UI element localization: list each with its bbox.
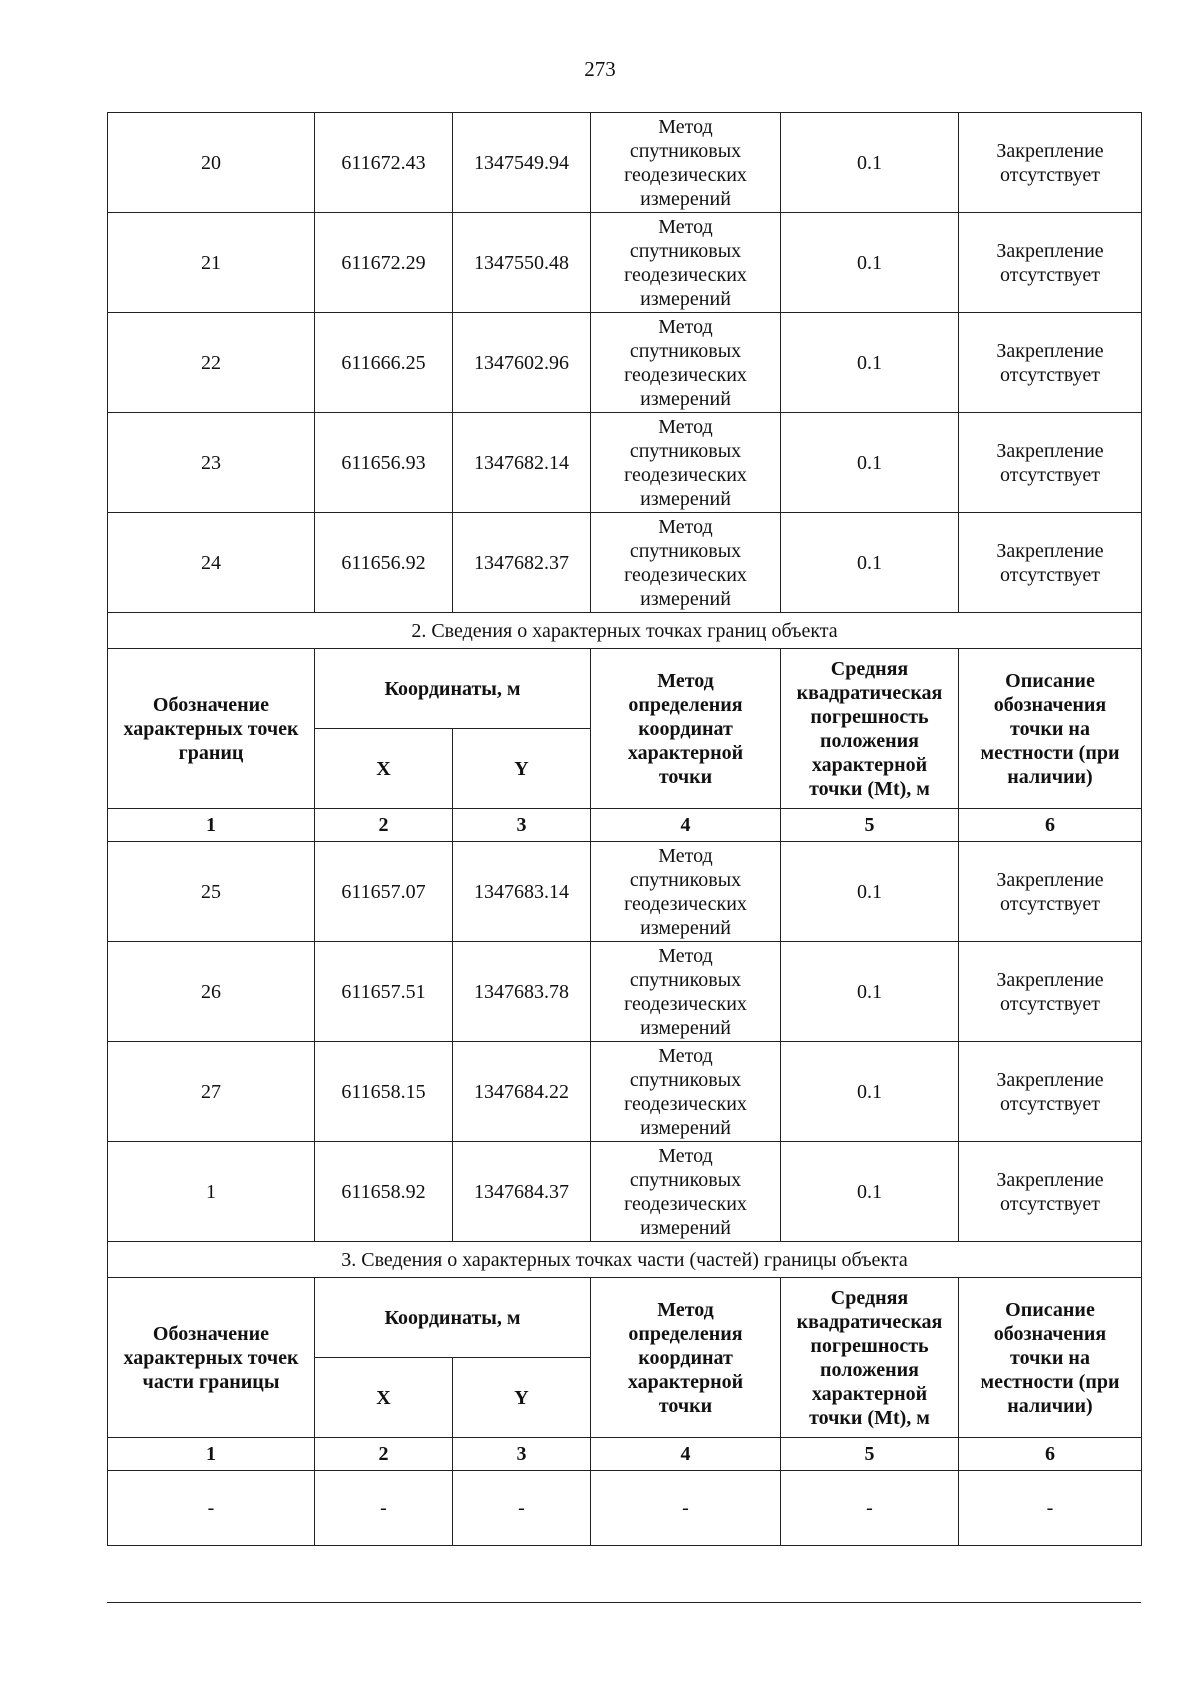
y-coordinate-cell: 1347682.14 xyxy=(453,413,591,513)
section-title-row xyxy=(108,1242,1142,1278)
point-number-cell: 25 xyxy=(108,842,315,942)
error-cell: 0.1 xyxy=(781,842,959,942)
x-coordinate-cell: 611657.51 xyxy=(315,942,453,1042)
cell-line: Метод xyxy=(657,669,714,692)
point-number-cell: 1 xyxy=(108,1142,315,1242)
cell-line: Метод xyxy=(658,215,713,238)
x-coordinate-cell: 611657.07 xyxy=(315,842,453,942)
cell-line: обозначения xyxy=(993,1322,1107,1345)
method-cell xyxy=(591,413,781,513)
designation-header xyxy=(108,1278,315,1438)
y-header: Y xyxy=(453,1358,591,1438)
fixing-cell xyxy=(959,942,1142,1042)
cell-line: спутниковых xyxy=(629,1068,742,1091)
cell-line: геодезических xyxy=(624,563,747,586)
cell-line: отсутствует xyxy=(999,363,1101,386)
table-row xyxy=(108,413,1142,513)
cell-line: измерений xyxy=(640,1216,731,1239)
table-row xyxy=(108,513,1142,613)
cell-line: Закрепление xyxy=(996,539,1104,562)
column-number: 2 xyxy=(315,809,453,842)
x-header: X xyxy=(315,729,453,809)
cell-line: спутниковых xyxy=(629,139,742,162)
cell-line: отсутствует xyxy=(999,163,1101,186)
cell-line: Обозначение xyxy=(152,693,270,716)
x-coordinate-cell: 611656.93 xyxy=(315,413,453,513)
method-cell xyxy=(591,313,781,413)
cell-line: Описание xyxy=(1005,669,1095,692)
cell-line: точки xyxy=(658,765,713,788)
cell-line: наличии) xyxy=(1007,765,1093,788)
cell-line: Метод xyxy=(658,944,713,967)
cell-line: отсутствует xyxy=(999,563,1101,586)
cell-line: Закрепление xyxy=(996,239,1104,262)
fixing-cell xyxy=(959,1142,1142,1242)
table-row xyxy=(108,1142,1142,1242)
cell-line: отсутствует xyxy=(999,1092,1101,1115)
cell-line: геодезических xyxy=(624,163,747,186)
y-header: Y xyxy=(453,729,591,809)
method-cell xyxy=(591,513,781,613)
cell-line: Описание xyxy=(1005,1298,1095,1321)
cell-line: границ xyxy=(178,741,244,764)
column-numbers-row xyxy=(108,1438,1142,1471)
empty-cell: - xyxy=(591,1471,781,1546)
cell-line: обозначения xyxy=(993,693,1107,716)
column-number: 5 xyxy=(781,809,959,842)
cell-line: геодезических xyxy=(624,463,747,486)
fixing-cell xyxy=(959,1042,1142,1142)
header-row xyxy=(108,649,1142,729)
y-coordinate-cell: 1347549.94 xyxy=(453,113,591,213)
cell-line: определения xyxy=(628,693,743,716)
error-cell: 0.1 xyxy=(781,1042,959,1142)
cell-line: отсутствует xyxy=(999,463,1101,486)
section-title-row xyxy=(108,613,1142,649)
empty-cell: - xyxy=(315,1471,453,1546)
cell-line: характерной xyxy=(627,1370,744,1393)
cell-line: геодезических xyxy=(624,992,747,1015)
y-coordinate-cell: 1347683.78 xyxy=(453,942,591,1042)
point-number-cell: 24 xyxy=(108,513,315,613)
x-coordinate-cell: 611672.29 xyxy=(315,213,453,313)
cell-line: Метод xyxy=(657,1298,714,1321)
cell-line: Средняя xyxy=(830,657,909,680)
cell-line: спутниковых xyxy=(629,539,742,562)
method-cell xyxy=(591,1142,781,1242)
point-number-cell: 26 xyxy=(108,942,315,1042)
cell-line: Метод xyxy=(658,515,713,538)
page-number: 273 xyxy=(584,57,616,81)
fixing-cell xyxy=(959,213,1142,313)
fixing-cell xyxy=(959,413,1142,513)
cell-line: точки (Mt), м xyxy=(809,777,930,800)
cell-line: Закрепление xyxy=(996,139,1104,162)
cell-line: погрешность xyxy=(810,705,929,728)
table-row xyxy=(108,842,1142,942)
point-number-cell: 21 xyxy=(108,213,315,313)
cell-line: квадратическая xyxy=(796,681,943,704)
x-header: X xyxy=(315,1358,453,1438)
y-coordinate-cell: 1347602.96 xyxy=(453,313,591,413)
cell-line: измерений xyxy=(640,187,731,210)
fixing-cell xyxy=(959,113,1142,213)
x-coordinate-cell: 611672.43 xyxy=(315,113,453,213)
table-row xyxy=(108,213,1142,313)
method-cell xyxy=(591,942,781,1042)
error-cell: 0.1 xyxy=(781,1142,959,1242)
cell-line: отсутствует xyxy=(999,892,1101,915)
cell-line: характерных точек xyxy=(123,717,299,740)
cell-line: точки xyxy=(658,1394,713,1417)
empty-cell: - xyxy=(959,1471,1142,1546)
cell-line: точки на xyxy=(1010,717,1090,740)
cell-line: характерной xyxy=(811,1382,928,1405)
cell-line: измерений xyxy=(640,487,731,510)
description-header xyxy=(959,649,1142,809)
empty-cell: - xyxy=(108,1471,315,1546)
cell-line: геодезических xyxy=(624,1092,747,1115)
cell-line: характерной xyxy=(627,741,744,764)
error-cell: 0.1 xyxy=(781,213,959,313)
cell-line: координат xyxy=(638,717,733,740)
column-number: 3 xyxy=(453,809,591,842)
empty-cell: - xyxy=(781,1471,959,1546)
point-number-cell: 27 xyxy=(108,1042,315,1142)
cell-line: Метод xyxy=(658,315,713,338)
cell-line: точки на xyxy=(1010,1346,1090,1369)
cell-line: Закрепление xyxy=(996,868,1104,891)
x-coordinate-cell: 611666.25 xyxy=(315,313,453,413)
cell-line: геодезических xyxy=(624,363,747,386)
error-cell: 0.1 xyxy=(781,513,959,613)
fixing-cell xyxy=(959,513,1142,613)
point-number-cell: 22 xyxy=(108,313,315,413)
cell-line: спутниковых xyxy=(629,339,742,362)
designation-header xyxy=(108,649,315,809)
error-cell: 0.1 xyxy=(781,413,959,513)
point-number-cell: 23 xyxy=(108,413,315,513)
cell-line: измерений xyxy=(640,916,731,939)
method-cell xyxy=(591,113,781,213)
cell-line: Закрепление xyxy=(996,439,1104,462)
section-title: 2. Сведения о характерных точках границ объекта xyxy=(108,613,1142,649)
cell-line: спутниковых xyxy=(629,968,742,991)
section-title: 3. Сведения о характерных точках части (частей) границы объекта xyxy=(108,1242,1142,1278)
cell-line: отсутствует xyxy=(999,1192,1101,1215)
cell-line: части границы xyxy=(142,1370,280,1393)
cell-line: Закрепление xyxy=(996,1068,1104,1091)
cell-line: Закрепление xyxy=(996,968,1104,991)
y-coordinate-cell: 1347683.14 xyxy=(453,842,591,942)
cell-line: отсутствует xyxy=(999,263,1101,286)
cell-line: характерной xyxy=(811,753,928,776)
table-row xyxy=(108,942,1142,1042)
cell-line: Метод xyxy=(658,1144,713,1167)
cell-line: Метод xyxy=(658,844,713,867)
cell-line: положения xyxy=(820,1358,919,1381)
cell-line: Закрепление xyxy=(996,1168,1104,1191)
method-header xyxy=(591,1278,781,1438)
header-row xyxy=(108,1278,1142,1358)
column-numbers-row xyxy=(108,809,1142,842)
fixing-cell xyxy=(959,842,1142,942)
coordinates-header: Координаты, м xyxy=(315,1278,591,1358)
cell-line: Закрепление xyxy=(996,339,1104,362)
column-number: 4 xyxy=(591,809,781,842)
table-row xyxy=(108,1042,1142,1142)
column-number: 2 xyxy=(315,1438,453,1471)
coordinates-header: Координаты, м xyxy=(315,649,591,729)
error-cell: 0.1 xyxy=(781,942,959,1042)
point-number-cell: 20 xyxy=(108,113,315,213)
fixing-cell xyxy=(959,313,1142,413)
error-header xyxy=(781,649,959,809)
table-row xyxy=(108,113,1142,213)
method-cell xyxy=(591,213,781,313)
error-cell: 0.1 xyxy=(781,313,959,413)
boundary-points-table xyxy=(107,112,1142,1546)
y-coordinate-cell: 1347684.37 xyxy=(453,1142,591,1242)
cell-line: Метод xyxy=(658,1044,713,1067)
x-coordinate-cell: 611658.15 xyxy=(315,1042,453,1142)
error-cell: 0.1 xyxy=(781,113,959,213)
cell-line: геодезических xyxy=(624,1192,747,1215)
column-number: 1 xyxy=(108,809,315,842)
cell-line: измерений xyxy=(640,1116,731,1139)
table-row xyxy=(108,313,1142,413)
cell-line: Обозначение xyxy=(152,1322,270,1345)
x-coordinate-cell: 611658.92 xyxy=(315,1142,453,1242)
cell-line: измерений xyxy=(640,387,731,410)
footer-rule xyxy=(107,1602,1141,1603)
description-header xyxy=(959,1278,1142,1438)
column-number: 1 xyxy=(108,1438,315,1471)
x-coordinate-cell: 611656.92 xyxy=(315,513,453,613)
cell-line: Метод xyxy=(658,415,713,438)
y-coordinate-cell: 1347684.22 xyxy=(453,1042,591,1142)
cell-line: погрешность xyxy=(810,1334,929,1357)
method-cell xyxy=(591,842,781,942)
cell-line: спутниковых xyxy=(629,439,742,462)
cell-line: спутниковых xyxy=(629,868,742,891)
cell-line: Средняя xyxy=(830,1286,909,1309)
cell-line: измерений xyxy=(640,587,731,610)
column-number: 4 xyxy=(591,1438,781,1471)
cell-line: координат xyxy=(638,1346,733,1369)
y-coordinate-cell: 1347550.48 xyxy=(453,213,591,313)
cell-line: положения xyxy=(820,729,919,752)
cell-line: характерных точек xyxy=(123,1346,299,1369)
cell-line: наличии) xyxy=(1007,1394,1093,1417)
column-number: 6 xyxy=(959,1438,1142,1471)
method-header xyxy=(591,649,781,809)
cell-line: измерений xyxy=(640,1016,731,1039)
cell-line: местности (при xyxy=(980,1370,1120,1393)
cell-line: точки (Mt), м xyxy=(809,1406,930,1429)
cell-line: Метод xyxy=(658,115,713,138)
column-number: 5 xyxy=(781,1438,959,1471)
cell-line: отсутствует xyxy=(999,992,1101,1015)
cell-line: измерений xyxy=(640,287,731,310)
column-number: 6 xyxy=(959,809,1142,842)
cell-line: спутниковых xyxy=(629,1168,742,1191)
cell-line: местности (при xyxy=(980,741,1120,764)
method-cell xyxy=(591,1042,781,1142)
y-coordinate-cell: 1347682.37 xyxy=(453,513,591,613)
cell-line: спутниковых xyxy=(629,239,742,262)
cell-line: определения xyxy=(628,1322,743,1345)
cell-line: геодезических xyxy=(624,892,747,915)
cell-line: квадратическая xyxy=(796,1310,943,1333)
cell-line: геодезических xyxy=(624,263,747,286)
table-row xyxy=(108,1471,1142,1546)
column-number: 3 xyxy=(453,1438,591,1471)
error-header xyxy=(781,1278,959,1438)
empty-cell: - xyxy=(453,1471,591,1546)
